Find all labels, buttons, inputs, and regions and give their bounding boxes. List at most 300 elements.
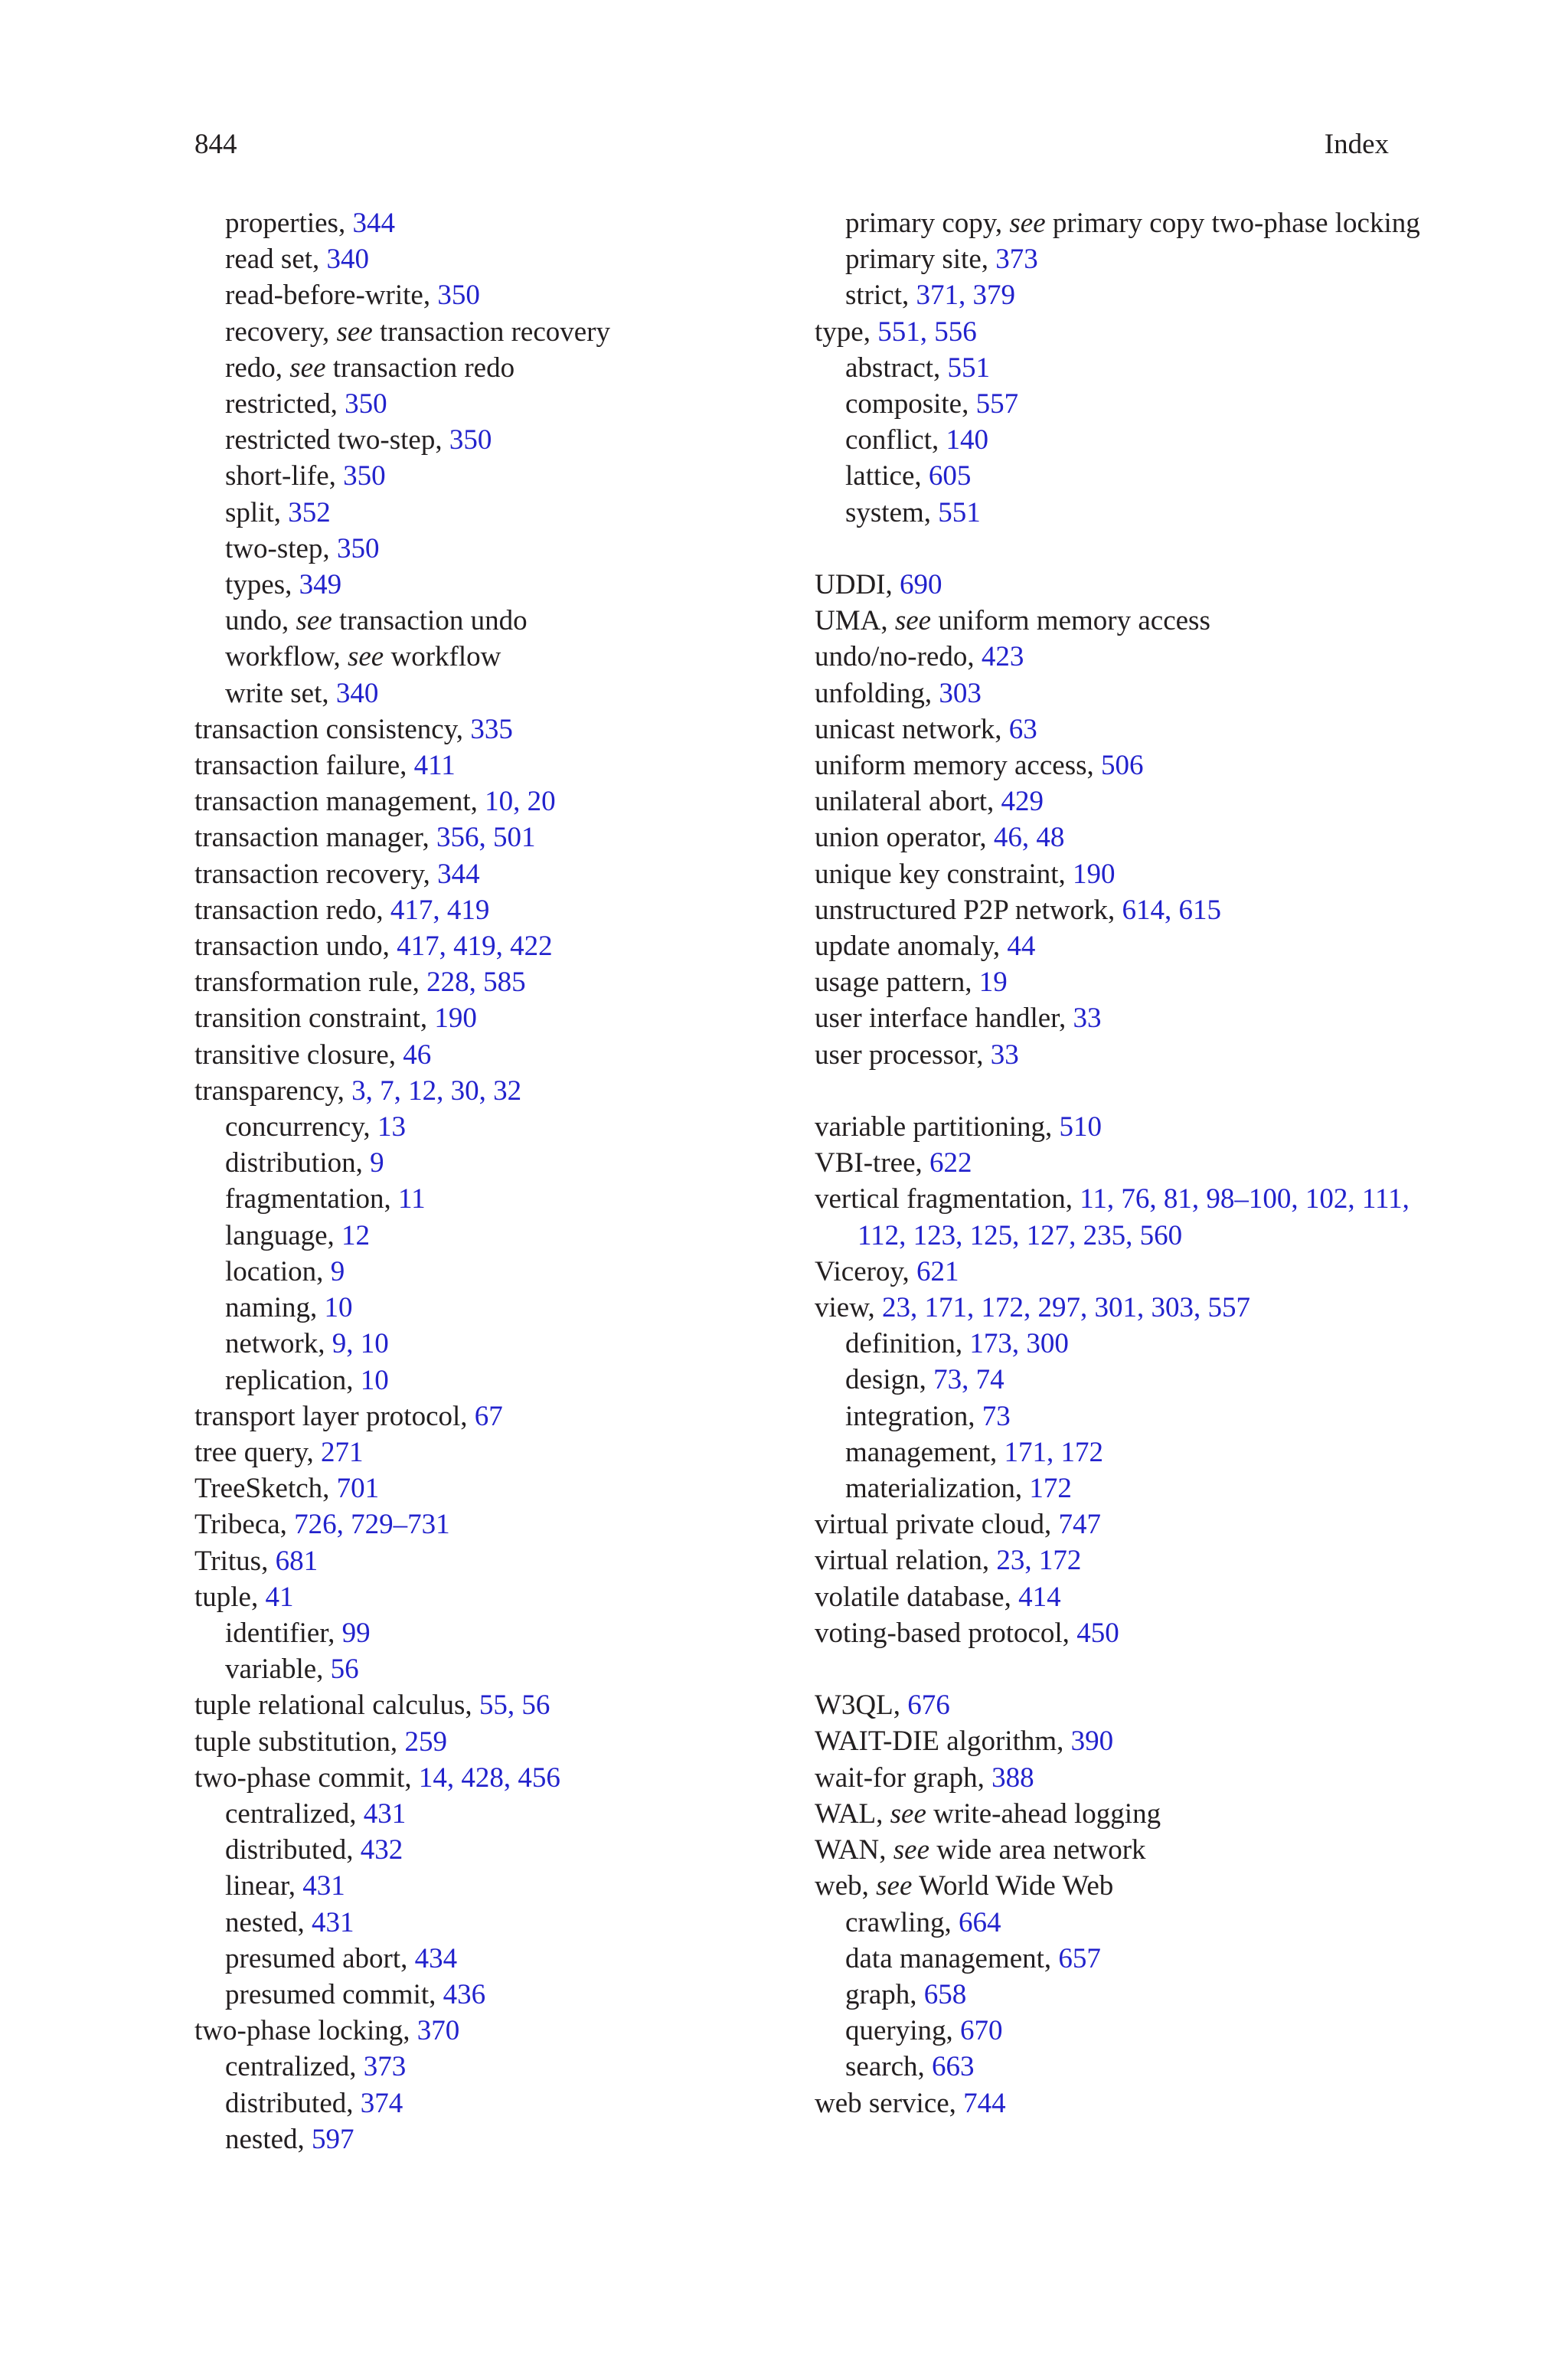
index-subentry [194, 1254, 822, 1290]
page-reference-link[interactable]: 431 [302, 1870, 345, 1902]
page-reference-link[interactable]: 701 [336, 1473, 380, 1505]
page-reference-link[interactable]: 23, 171, 172, 297, 301, 303, 557 [882, 1292, 1251, 1324]
see-target: transaction recovery [372, 316, 611, 348]
index-term: union operator, [815, 822, 994, 854]
index-entry [815, 1687, 1442, 1723]
page-reference-link[interactable]: 510 [1059, 1111, 1102, 1143]
index-term: voting-based protocol, [815, 1617, 1077, 1649]
index-subentry [815, 495, 1442, 531]
index-subentry [194, 1109, 822, 1145]
page-reference-link[interactable]: 350 [345, 388, 387, 420]
index-term: materialization, [845, 1473, 1030, 1505]
page-reference-link[interactable]: 657 [1058, 1942, 1101, 1974]
index-term: crawling, [845, 1906, 959, 1938]
index-term: strict, [845, 280, 916, 312]
index-entry [815, 783, 1442, 819]
index-term: distribution, [225, 1147, 371, 1179]
index-subentry [194, 639, 822, 675]
index-term: types, [225, 569, 299, 601]
index-subentry [194, 1181, 822, 1217]
index-term: transport layer protocol, [194, 1400, 475, 1432]
index-entry [194, 892, 822, 928]
index-term: linear, [225, 1870, 303, 1902]
see-reference: see [893, 1834, 930, 1866]
index-subentry [194, 1326, 822, 1362]
index-entry [815, 1579, 1442, 1615]
page-reference-link[interactable]: 417, 419 [390, 894, 490, 926]
index-term: type, [815, 316, 878, 348]
index-entry [194, 1760, 822, 1796]
page-reference-link[interactable]: 171, 172 [1004, 1436, 1104, 1468]
index-subentry [194, 1290, 822, 1326]
page-reference-link[interactable]: 55, 56 [479, 1689, 550, 1722]
page-reference-link[interactable]: 506 [1101, 750, 1144, 782]
index-entry [815, 1000, 1442, 1036]
index-term: view, [815, 1292, 883, 1324]
page-reference-link[interactable]: 228, 585 [426, 967, 526, 999]
index-term: nested, [225, 1906, 312, 1938]
page-reference-link[interactable]: 431 [363, 1797, 407, 1830]
index-term: UDDI, [815, 569, 900, 601]
index-term: Tritus, [194, 1545, 276, 1577]
index-entry [194, 856, 822, 892]
index-subentry [194, 1145, 822, 1181]
index-entry [815, 639, 1442, 675]
page-reference-link[interactable]: 340 [335, 677, 379, 709]
index-subentry [815, 1434, 1442, 1470]
page-reference-link[interactable]: 423 [981, 641, 1024, 673]
index-entry [815, 856, 1442, 892]
page-reference-link[interactable]: 551 [938, 496, 981, 528]
index-term: variable, [225, 1653, 331, 1686]
index-term: abstract, [845, 352, 948, 384]
index-term: WAIT-DIE algorithm, [815, 1725, 1071, 1758]
page-reference-link[interactable]: 726, 729–731 [294, 1509, 450, 1541]
see-reference: see [289, 352, 326, 384]
index-term: lattice, [845, 460, 929, 492]
page-reference-link[interactable]: 19 [978, 967, 1008, 999]
index-term: web service, [815, 2087, 964, 2119]
see-target: World Wide Web [912, 1870, 1114, 1902]
index-entry [815, 1760, 1442, 1796]
page-reference-link[interactable]: 340 [326, 244, 370, 276]
page-reference-link[interactable]: 173, 300 [969, 1328, 1069, 1360]
index-entry [815, 892, 1442, 928]
page-number: 844 [194, 129, 237, 160]
page-reference-link[interactable]: 73, 74 [933, 1364, 1004, 1396]
index-subentry [815, 1326, 1442, 1362]
index-term: WAL, [815, 1797, 890, 1830]
page-reference-link[interactable]: 605 [928, 460, 972, 492]
see-reference: see [296, 605, 332, 637]
index-term: transaction redo, [194, 894, 390, 926]
page-reference-link[interactable]: 434 [414, 1942, 458, 1974]
index-term: vertical fragmentation, [815, 1183, 1080, 1215]
index-term: read set, [225, 244, 327, 276]
see-reference: see [890, 1797, 926, 1830]
index-entry [194, 1073, 822, 1109]
page-reference-link[interactable]: 432 [360, 1834, 403, 1866]
page-reference-link[interactable]: 23, 172 [996, 1545, 1082, 1577]
page-reference-link[interactable]: 73 [982, 1400, 1011, 1432]
index-entry [815, 1615, 1442, 1651]
page-reference-link[interactable]: 436 [443, 1978, 486, 2010]
page-reference-link[interactable]: 371, 379 [916, 280, 1015, 312]
page-reference-link[interactable]: 11 [398, 1183, 426, 1215]
index-term: usage pattern, [815, 967, 979, 999]
see-target: workflow [384, 641, 501, 673]
index-entry [815, 928, 1442, 964]
page-reference-link[interactable]: 450 [1076, 1617, 1119, 1649]
page-reference-link[interactable]: 172 [1029, 1473, 1072, 1505]
index-term: recovery, [225, 316, 337, 348]
see-target: transaction redo [325, 352, 515, 384]
index-term: virtual relation, [815, 1545, 997, 1577]
see-target: transaction undo [332, 605, 528, 637]
page-reference-link[interactable]: 140 [946, 424, 989, 456]
page-reference-link[interactable]: 13 [377, 1111, 406, 1143]
index-term: conflict, [845, 424, 946, 456]
page-reference-link[interactable]: 614, 615 [1122, 894, 1221, 926]
page-reference-link[interactable]: 259 [404, 1725, 447, 1758]
page-reference-link[interactable]: 190 [1073, 858, 1116, 890]
index-term: user interface handler, [815, 1003, 1073, 1035]
index-entry [194, 928, 822, 964]
index-term: transaction manager, [194, 822, 436, 854]
page-reference-link[interactable]: 56 [330, 1653, 359, 1686]
page-reference-link[interactable]: 350 [437, 280, 480, 312]
page-reference-link[interactable]: 690 [899, 569, 942, 601]
page-reference-link[interactable]: 388 [991, 1761, 1034, 1794]
see-reference: see [894, 605, 932, 637]
index-subentry [815, 2013, 1442, 2049]
page-reference-link[interactable]: 681 [275, 1545, 318, 1577]
index-term: W3QL, [815, 1689, 908, 1722]
index-term: search, [845, 2051, 932, 2083]
index-subentry [815, 2049, 1442, 2085]
index-entry [194, 1434, 822, 1470]
see-target: write-ahead logging [926, 1797, 1161, 1830]
index-entry [815, 1290, 1442, 1326]
index-term: concurrency, [225, 1111, 377, 1143]
index-subentry [815, 1905, 1442, 1941]
index-subentry [194, 1218, 822, 1254]
index-entry [815, 675, 1442, 711]
index-entry [815, 1145, 1442, 1181]
index-term: short-life, [225, 460, 344, 492]
index-column-left [194, 205, 822, 2157]
page-reference-link[interactable]: 14, 428, 456 [418, 1761, 560, 1794]
index-subentry [815, 1470, 1442, 1506]
index-entry [815, 1796, 1442, 1832]
page-reference-link[interactable]: 352 [288, 496, 331, 528]
index-term: transitive closure, [194, 1039, 403, 1071]
index-entry [194, 1579, 822, 1615]
page-reference-link[interactable]: 622 [929, 1147, 972, 1179]
index-term: management, [845, 1436, 1004, 1468]
index-entry [815, 711, 1442, 747]
index-entry [815, 603, 1442, 639]
page-reference-link[interactable]: 33 [1073, 1003, 1102, 1035]
index-subentry [815, 205, 1442, 241]
index-term: naming, [225, 1292, 325, 1324]
index-subentry [815, 386, 1442, 422]
index-subentry [194, 531, 822, 567]
index-term: write set, [225, 677, 336, 709]
index-entry [815, 567, 1442, 603]
index-column-right [815, 205, 1442, 2121]
page-reference-link[interactable]: 373 [995, 244, 1038, 276]
page-reference-link[interactable]: 744 [963, 2087, 1006, 2119]
page-reference-link[interactable]: 344 [437, 858, 480, 890]
page-reference-link[interactable]: 350 [336, 532, 380, 564]
index-term: virtual private cloud, [815, 1509, 1059, 1541]
index-term: two-phase locking, [194, 2015, 417, 2047]
page-reference-link[interactable]: 41 [265, 1581, 294, 1613]
index-term: transaction undo, [194, 931, 397, 963]
page-reference-link[interactable]: 271 [321, 1436, 364, 1468]
index-term: workflow, [225, 641, 348, 673]
index-term: unique key constraint, [815, 858, 1073, 890]
page-reference-link[interactable]: 33 [990, 1039, 1019, 1071]
index-subentry [194, 241, 822, 277]
index-entry [194, 1398, 822, 1434]
page-reference-link[interactable]: 303 [939, 677, 982, 709]
see-reference: see [876, 1870, 913, 1902]
index-term: undo/no-redo, [815, 641, 982, 673]
index-subentry [815, 241, 1442, 277]
see-target: uniform memory access [931, 605, 1210, 637]
page-reference-link[interactable]: 390 [1070, 1725, 1114, 1758]
index-entry [815, 1723, 1442, 1759]
index-term: integration, [845, 1400, 982, 1432]
page-reference-link[interactable]: 417, 419, 422 [397, 931, 553, 963]
index-term: composite, [845, 388, 976, 420]
index-entry [815, 1868, 1442, 1904]
index-term: properties, [225, 208, 353, 239]
index-subentry [194, 422, 822, 458]
index-entry [815, 819, 1442, 855]
index-entry [815, 1109, 1442, 1145]
page-reference-link[interactable]: 9 [330, 1255, 345, 1287]
index-term: design, [845, 1364, 934, 1396]
page-reference-link[interactable]: 9, 10 [332, 1328, 389, 1360]
index-subentry [194, 2049, 822, 2085]
index-entry [815, 1254, 1442, 1290]
page-reference-link[interactable]: 658 [923, 1978, 967, 2010]
index-term: volatile database, [815, 1581, 1019, 1613]
page-reference-link[interactable]: 11, 76, 81, 98–100, 102, 111, 112, 123, 125, 127, 235, 560 [858, 1183, 1410, 1251]
index-entry [815, 2085, 1442, 2121]
see-reference: see [336, 316, 373, 348]
index-term: VBI-tree, [815, 1147, 929, 1179]
page-reference-link[interactable]: 12 [341, 1219, 371, 1251]
page-reference-link[interactable]: 63 [1008, 713, 1037, 745]
index-term: transaction consistency, [194, 713, 471, 745]
index-entry [194, 1543, 822, 1579]
index-term: language, [225, 1219, 342, 1251]
index-term: user processor, [815, 1039, 991, 1071]
page-reference-link[interactable]: 10 [360, 1364, 389, 1396]
page-reference-link[interactable]: 551 [947, 352, 991, 384]
index-term: fragmentation, [225, 1183, 399, 1215]
index-entry [194, 1000, 822, 1036]
index-subentry [194, 277, 822, 313]
index-term: tuple relational calculus, [194, 1689, 479, 1722]
page-reference-link[interactable]: 67 [474, 1400, 503, 1432]
index-subentry [815, 277, 1442, 313]
index-entry [194, 747, 822, 783]
index-term: graph, [845, 1978, 924, 2010]
index-term: distributed, [225, 1834, 361, 1866]
page-reference-link[interactable]: 414 [1018, 1581, 1061, 1613]
index-entry [194, 964, 822, 1000]
index-term: update anomaly, [815, 931, 1008, 963]
index-entry [194, 711, 822, 747]
index-term: TreeSketch, [194, 1473, 337, 1505]
index-term: distributed, [225, 2087, 361, 2119]
index-term: location, [225, 1255, 331, 1287]
page-reference-link[interactable]: 621 [916, 1255, 959, 1287]
page-reference-link[interactable]: 557 [975, 388, 1019, 420]
index-term: unilateral abort, [815, 786, 1001, 818]
index-subentry [194, 1362, 822, 1398]
page-reference-link[interactable]: 44 [1007, 931, 1036, 963]
page-reference-link[interactable]: 3, 7, 12, 30, 32 [351, 1075, 522, 1107]
index-term: two-step, [225, 532, 337, 564]
index-subentry [815, 350, 1442, 386]
index-entry [194, 1687, 822, 1723]
index-term: network, [225, 1328, 332, 1360]
index-subentry [194, 458, 822, 494]
index-term: read-before-write, [225, 280, 438, 312]
running-head [194, 126, 1389, 163]
index-entry [815, 1832, 1442, 1868]
page-reference-link[interactable]: 46, 48 [993, 822, 1065, 854]
page-reference-link[interactable]: 46 [403, 1039, 432, 1071]
index-term: transaction failure, [194, 750, 414, 782]
index-term: undo, [225, 605, 296, 637]
index-term: presumed abort, [225, 1942, 415, 1974]
index-term: transition constraint, [194, 1003, 435, 1035]
index-entry [815, 747, 1442, 783]
page-reference-link[interactable]: 10, 20 [485, 786, 556, 818]
section-title: Index [1324, 129, 1389, 160]
page-reference-link[interactable]: 664 [958, 1906, 1001, 1938]
see-target: wide area network [929, 1834, 1146, 1866]
index-term: presumed commit, [225, 1978, 443, 2010]
index-term: restricted two-step, [225, 424, 449, 456]
index-subentry [815, 1398, 1442, 1434]
index-subentry [194, 1941, 822, 1977]
page-reference-link[interactable]: 335 [470, 713, 513, 745]
index-subentry [194, 2121, 822, 2157]
index-subentry [815, 1977, 1442, 2013]
index-subentry [194, 314, 822, 350]
page-reference-link[interactable]: 344 [352, 208, 395, 239]
index-entry [194, 819, 822, 855]
index-term: data management, [845, 1942, 1059, 1974]
see-target: primary copy two-phase locking [1045, 208, 1420, 239]
index-term: identifier, [225, 1617, 342, 1649]
index-entry [815, 1037, 1442, 1073]
page-reference-link[interactable]: 99 [341, 1617, 371, 1649]
page-reference-link[interactable]: 747 [1058, 1509, 1102, 1541]
index-term: centralized, [225, 2051, 364, 2083]
page-reference-link[interactable]: 676 [907, 1689, 950, 1722]
page-reference-link[interactable]: 349 [299, 569, 342, 601]
page-reference-link[interactable]: 411 [413, 750, 456, 782]
index-term: centralized, [225, 1797, 364, 1830]
page-reference-link[interactable]: 597 [312, 2123, 354, 2155]
index-subentry [194, 386, 822, 422]
index-subentry [194, 1905, 822, 1941]
index-term: transparency, [194, 1075, 352, 1107]
index-subentry [194, 2085, 822, 2121]
index-entry [194, 1037, 822, 1073]
index-term: variable partitioning, [815, 1111, 1060, 1143]
page-reference-link[interactable]: 429 [1001, 786, 1044, 818]
index-term: tuple, [194, 1581, 266, 1613]
page-reference-link[interactable]: 663 [932, 2051, 975, 2083]
index-term: tuple substitution, [194, 1725, 405, 1758]
index-term: primary copy, [845, 208, 1010, 239]
index-term: primary site, [845, 244, 996, 276]
index-subentry [194, 495, 822, 531]
index-entry [815, 964, 1442, 1000]
page-reference-link[interactable]: 356, 501 [436, 822, 536, 854]
index-entry [815, 1542, 1442, 1578]
page-reference-link[interactable]: 373 [363, 2051, 407, 2083]
page-reference-link[interactable]: 431 [312, 1906, 354, 1938]
index-subentry [194, 603, 822, 639]
page-reference-link[interactable]: 10 [324, 1292, 353, 1324]
see-reference: see [347, 641, 384, 673]
page-reference-link[interactable]: 350 [449, 424, 492, 456]
index-term: WAN, [815, 1834, 893, 1866]
index-term: uniform memory access, [815, 750, 1101, 782]
index-subentry [194, 1832, 822, 1868]
index-entry [194, 1724, 822, 1760]
page-reference-link[interactable]: 551, 556 [877, 316, 977, 348]
index-entry [194, 1470, 822, 1506]
index-subentry [194, 567, 822, 603]
page-reference-link[interactable]: 370 [416, 2015, 460, 2047]
index-entry [194, 1506, 822, 1542]
index-subentry [194, 1868, 822, 1904]
index-term: redo, [225, 352, 290, 384]
index-term: nested, [225, 2123, 312, 2155]
index-term: split, [225, 496, 289, 528]
page-reference-link[interactable]: 9 [370, 1147, 384, 1179]
index-term: unstructured P2P network, [815, 894, 1122, 926]
page-reference-link[interactable]: 350 [343, 460, 386, 492]
index-term: Viceroy, [815, 1255, 917, 1287]
index-entry [194, 2013, 822, 2049]
index-term: definition, [845, 1328, 970, 1360]
page-reference-link[interactable]: 670 [960, 2015, 1003, 2047]
index-subentry [194, 205, 822, 241]
page-reference-link[interactable]: 190 [434, 1003, 477, 1035]
index-entry [815, 1181, 1442, 1253]
page-reference-link[interactable]: 374 [360, 2087, 403, 2119]
index-subentry [194, 675, 822, 711]
index-term: system, [845, 496, 939, 528]
index-subentry [194, 1651, 822, 1687]
index-entry [194, 783, 822, 819]
index-term: Tribeca, [194, 1509, 295, 1541]
index-entry [815, 314, 1442, 350]
